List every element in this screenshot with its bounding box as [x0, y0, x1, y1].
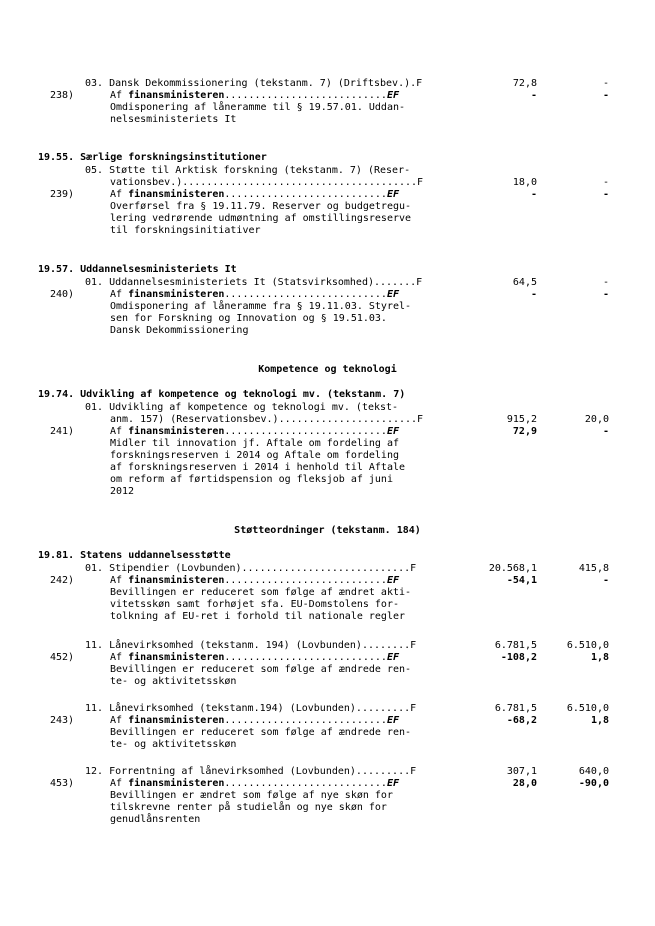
- leader-dots: ...........................: [224, 426, 387, 437]
- amount-value: 18,0: [512, 177, 537, 188]
- amount-value: -: [602, 426, 609, 437]
- group-heading: Støtteordninger (tekstanm. 184): [234, 525, 421, 536]
- text-line: te- og aktivitetsskøn: [110, 739, 237, 750]
- text-line: vationsbev.).......................................F: [110, 177, 424, 188]
- reference-number: 452): [50, 652, 75, 663]
- amount-value: -: [602, 575, 609, 586]
- amount-value: -90,0: [578, 778, 609, 789]
- ef-mark: EF: [386, 575, 399, 586]
- leader-dots: ...........................: [224, 189, 387, 200]
- amount-value: 640,0: [578, 766, 609, 777]
- ef-mark: EF: [386, 189, 399, 200]
- reference-number: 239): [50, 189, 75, 200]
- reference-number: 238): [50, 90, 75, 101]
- ef-mark: EF: [386, 652, 399, 663]
- minister-line: [110, 426, 399, 438]
- minister-line: [110, 778, 399, 790]
- text-line: vitetsskøn samt forhøjet sfa. EU-Domstolens for-: [110, 599, 399, 610]
- text-line: Omdisponering af låneramme til § 19.57.01. Uddan-: [110, 102, 406, 113]
- minister-prefix: Af: [110, 426, 129, 437]
- minister-prefix: Af: [110, 715, 129, 726]
- section-heading: 19.74. Udvikling af kompetence og teknologi mv. (tekstanm. 7): [38, 389, 406, 400]
- text-line: 01. Udvikling af kompetence og teknologi mv. (tekst-: [85, 402, 399, 413]
- amount-value: 915,2: [506, 414, 537, 425]
- amount-value: -: [602, 78, 609, 89]
- text-line: tolkning af EU-ret i forhold til nationale regler: [110, 611, 406, 622]
- minister-name: finansministeren: [128, 90, 225, 101]
- text-line: 05. Støtte til Arktisk forskning (tekstanm. 7) (Reser-: [85, 165, 411, 176]
- minister-prefix: Af: [110, 575, 129, 586]
- section-heading: 19.81. Statens uddannelsesstøtte: [38, 550, 231, 561]
- amount-value: 64,5: [512, 277, 537, 288]
- amount-value: -: [530, 289, 537, 300]
- minister-line: [110, 90, 399, 102]
- minister-prefix: Af: [110, 778, 129, 789]
- text-line: Midler til innovation jf. Aftale om fordeling af: [110, 438, 399, 449]
- minister-line: [110, 289, 399, 301]
- minister-prefix: Af: [110, 289, 129, 300]
- amount-value: 6.510,0: [566, 640, 609, 651]
- leader-dots: ...........................: [224, 289, 387, 300]
- minister-prefix: Af: [110, 189, 129, 200]
- text-line: Dansk Dekommissionering: [110, 325, 249, 336]
- amount-value: 307,1: [506, 766, 537, 777]
- text-line: Bevillingen er ændret som følge af nye skøn for: [110, 790, 393, 801]
- leader-dots: ...........................: [224, 652, 387, 663]
- amount-value: -: [602, 90, 609, 101]
- amount-value: 20,0: [584, 414, 609, 425]
- minister-line: [110, 575, 399, 587]
- minister-name: finansministeren: [128, 652, 225, 663]
- text-line: tilskrevne renter på studielån og nye skøn for: [110, 802, 387, 813]
- minister-line: [110, 715, 399, 727]
- minister-name: finansministeren: [128, 778, 225, 789]
- reference-number: 453): [50, 778, 75, 789]
- ef-mark: EF: [386, 715, 399, 726]
- reference-number: 242): [50, 575, 75, 586]
- section-heading: 19.55. Særlige forskningsinstitutioner: [38, 152, 267, 163]
- text-line: Bevillingen er reduceret som følge af ændret akti-: [110, 587, 412, 598]
- amount-value: -: [602, 277, 609, 288]
- text-line: 01. Uddannelsesministeriets It (Statsvirksomhed).......F: [85, 277, 423, 288]
- amount-value: 415,8: [578, 563, 609, 574]
- minister-name: finansministeren: [128, 426, 225, 437]
- text-line: om reform af førtidspension og fleksjob af juni: [110, 474, 393, 485]
- ef-mark: EF: [386, 90, 399, 101]
- amount-value: -: [530, 189, 537, 200]
- amount-value: -108,2: [500, 652, 537, 663]
- amount-value: 72,8: [512, 78, 537, 89]
- text-line: 11. Lånevirksomhed (tekstanm. 194) (Lovbunden)........F: [85, 640, 417, 651]
- leader-dots: ...........................: [224, 778, 387, 789]
- minister-line: [110, 189, 399, 201]
- minister-name: finansministeren: [128, 189, 225, 200]
- ef-mark: EF: [386, 426, 399, 437]
- amount-value: -: [602, 289, 609, 300]
- text-line: sen for Forskning og Innovation og § 19.51.03.: [110, 313, 387, 324]
- reference-number: 240): [50, 289, 75, 300]
- reference-number: 243): [50, 715, 75, 726]
- text-line: Bevillingen er reduceret som følge af ændrede ren-: [110, 727, 412, 738]
- leader-dots: ...........................: [224, 715, 387, 726]
- amount-value: -: [602, 189, 609, 200]
- text-line: te- og aktivitetsskøn: [110, 676, 237, 687]
- text-line: anm. 157) (Reservationsbev.).......................F: [110, 414, 424, 425]
- text-line: af forskningsreserven i 2014 i henhold til Aftale: [110, 462, 406, 473]
- text-line: Overførsel fra § 19.11.79. Reserver og budgetregu-: [110, 201, 412, 212]
- leader-dots: ...........................: [224, 575, 387, 586]
- amount-value: 1,8: [590, 715, 609, 726]
- ef-mark: EF: [386, 778, 399, 789]
- minister-line: [110, 652, 399, 664]
- amount-value: -54,1: [506, 575, 537, 586]
- leader-dots: ...........................: [224, 90, 387, 101]
- amount-value: -: [602, 177, 609, 188]
- text-line: til forskningsinitiativer: [110, 225, 261, 236]
- text-line: 2012: [110, 486, 135, 497]
- ef-mark: EF: [386, 289, 399, 300]
- amount-value: 28,0: [512, 778, 537, 789]
- text-line: nelsesministeriets It: [110, 114, 237, 125]
- text-line: 12. Forrentning af lånevirksomhed (Lovbunden).........F: [85, 766, 417, 777]
- amount-value: 1,8: [590, 652, 609, 663]
- text-line: 01. Stipendier (Lovbunden)............................F: [85, 563, 417, 574]
- section-heading: 19.57. Uddannelsesministeriets It: [38, 264, 237, 275]
- text-line: lering vedrørende udmøntning af omstillingsreserve: [110, 213, 412, 224]
- minister-prefix: Af: [110, 652, 129, 663]
- minister-name: finansministeren: [128, 289, 225, 300]
- amount-value: -68,2: [506, 715, 537, 726]
- amount-value: 6.510,0: [566, 703, 609, 714]
- text-line: Bevillingen er reduceret som følge af ændrede ren-: [110, 664, 412, 675]
- text-line: genudlånsrenten: [110, 814, 201, 825]
- amount-value: 20.568,1: [488, 563, 537, 574]
- amount-value: -: [530, 90, 537, 101]
- minister-name: finansministeren: [128, 575, 225, 586]
- text-line: Omdisponering af låneramme fra § 19.11.03. Styrel-: [110, 301, 412, 312]
- amount-value: 6.781,5: [494, 703, 537, 714]
- text-line: 03. Dansk Dekommissionering (tekstanm. 7) (Driftsbev.).F: [85, 78, 423, 89]
- group-heading: Kompetence og teknologi: [258, 364, 397, 375]
- amount-value: 72,9: [512, 426, 537, 437]
- reference-number: 241): [50, 426, 75, 437]
- minister-name: finansministeren: [128, 715, 225, 726]
- minister-prefix: Af: [110, 90, 129, 101]
- amount-value: 6.781,5: [494, 640, 537, 651]
- text-line: 11. Lånevirksomhed (tekstanm.194) (Lovbunden).........F: [85, 703, 417, 714]
- text-line: forskningsreserven i 2014 og Aftale om fordeling: [110, 450, 399, 461]
